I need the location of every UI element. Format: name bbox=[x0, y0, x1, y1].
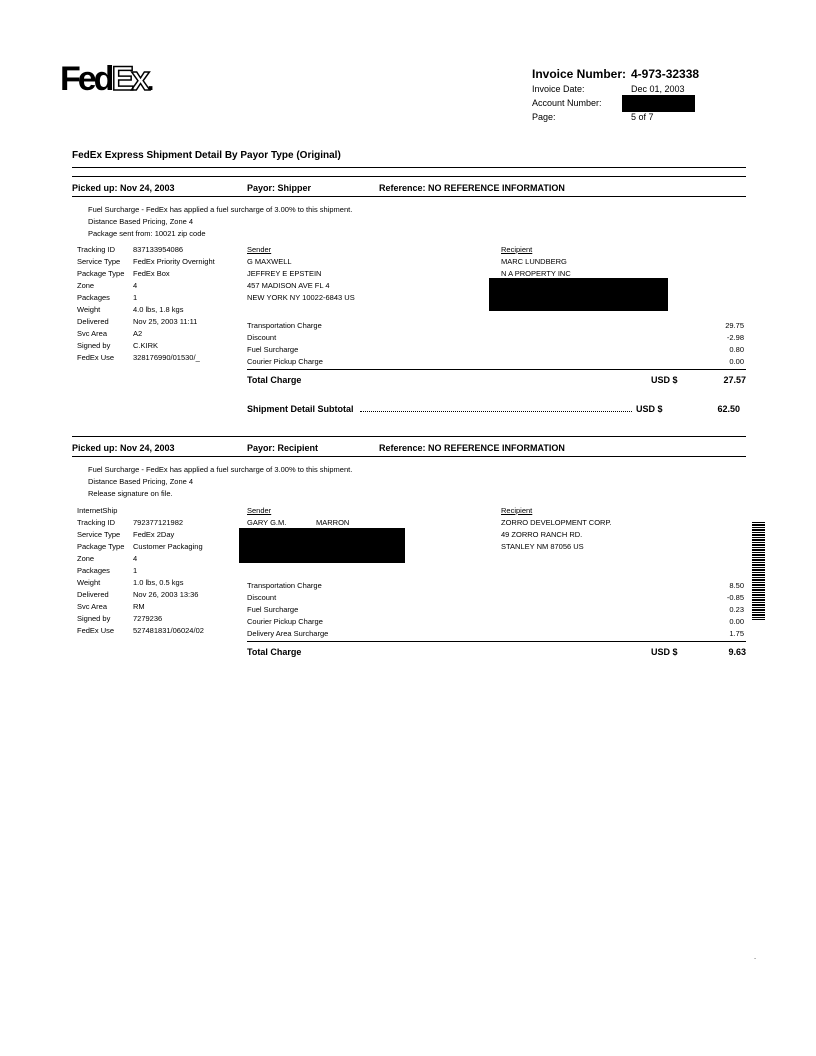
detail-label: Delivered bbox=[77, 317, 109, 326]
sender-label: Sender bbox=[247, 245, 272, 254]
detail-value: RM bbox=[133, 602, 145, 611]
detail-value: FedEx 2Day bbox=[133, 530, 175, 539]
shipment2-picked-up: Picked up: Nov 24, 2003 bbox=[72, 443, 175, 453]
detail-label: Signed by bbox=[77, 614, 111, 623]
detail-label: Tracking ID bbox=[77, 245, 116, 254]
shipment2-header-rule bbox=[72, 456, 746, 457]
detail-value: 1.0 lbs, 0.5 kgs bbox=[133, 578, 184, 587]
recipient-line: 49 ZORRO RANCH RD. bbox=[501, 530, 583, 539]
recipient-line: ZORRO DEVELOPMENT CORP. bbox=[501, 518, 612, 527]
detail-label: Signed by bbox=[77, 341, 111, 350]
tracking-id-value: 837133954086 bbox=[133, 245, 184, 254]
charge-amount: 0.80 bbox=[729, 345, 744, 354]
shipment2-note: Distance Based Pricing, Zone 4 bbox=[88, 477, 194, 486]
charge-label: Transportation Charge bbox=[247, 321, 322, 330]
detail-value: 4 bbox=[133, 554, 138, 563]
invoice-number: 4-973-32338 bbox=[631, 67, 700, 81]
shipment1-header-rule bbox=[72, 196, 746, 197]
sender-label: Sender bbox=[247, 506, 272, 515]
barcode-graphic bbox=[752, 522, 765, 620]
shipment2-note: Release signature on file. bbox=[88, 489, 173, 498]
shipment2-note: Fuel Surcharge - FedEx has applied a fuel surcharge of 3.00% to this shipment. bbox=[88, 465, 353, 474]
total-currency: USD $ bbox=[651, 375, 678, 385]
invoice-date-label: Invoice Date: bbox=[532, 84, 585, 94]
recipient-address-redaction bbox=[489, 278, 668, 311]
charge-amount: -0.85 bbox=[726, 593, 744, 602]
recipient-label: Recipient bbox=[501, 245, 533, 254]
detail-label: Packages bbox=[77, 566, 110, 575]
charge-label: Fuel Surcharge bbox=[247, 345, 299, 354]
detail-label: Svc Area bbox=[77, 329, 108, 338]
shipment2-payor: Payor: Recipient bbox=[247, 443, 319, 453]
total-charge-amount: 27.57 bbox=[723, 375, 746, 385]
shipment1-note: Package sent from: 10021 zip code bbox=[88, 229, 206, 238]
charge-amount: 0.00 bbox=[729, 617, 744, 626]
detail-value: FedEx Box bbox=[133, 269, 170, 278]
charge-label: Delivery Area Surcharge bbox=[247, 629, 329, 638]
recipient-label: Recipient bbox=[501, 506, 533, 515]
detail-label: Delivered bbox=[77, 590, 109, 599]
sender-line: 457 MADISON AVE FL 4 bbox=[247, 281, 330, 290]
sender-line: JEFFREY E EPSTEIN bbox=[247, 269, 322, 278]
shipment1-reference: Reference: NO REFERENCE INFORMATION bbox=[379, 183, 565, 193]
invoice-date: Dec 01, 2003 bbox=[631, 84, 685, 94]
detail-label: Package Type bbox=[77, 542, 125, 551]
shipment2-reference: Reference: NO REFERENCE INFORMATION bbox=[379, 443, 565, 453]
total-charge-label: Total Charge bbox=[247, 375, 302, 385]
total-charge-amount: 9.63 bbox=[728, 647, 746, 657]
detail-value: A2 bbox=[133, 329, 143, 338]
shipment1-note: Distance Based Pricing, Zone 4 bbox=[88, 217, 194, 226]
charge-amount: 0.23 bbox=[729, 605, 744, 614]
detail-value: 7279236 bbox=[133, 614, 163, 623]
sender-line: NEW YORK NY 10022-6843 US bbox=[247, 293, 355, 302]
detail-value: 1 bbox=[133, 566, 138, 575]
detail-label: Tracking ID bbox=[77, 518, 116, 527]
detail-label: Service Type bbox=[77, 530, 121, 539]
detail-label: Packages bbox=[77, 293, 110, 302]
detail-value: FedEx Priority Overnight bbox=[133, 257, 215, 266]
subtotal-amount: 62.50 bbox=[717, 404, 740, 414]
detail-label: Weight bbox=[77, 578, 101, 587]
tracking-id-value: 792377121982 bbox=[133, 518, 184, 527]
sender-line: G MAXWELL bbox=[247, 257, 292, 266]
charge-label: Discount bbox=[247, 333, 277, 342]
sender-first-name: GARY G.M. bbox=[247, 518, 287, 527]
detail-value: Nov 25, 2003 11:11 bbox=[133, 317, 198, 326]
subtotal-label: Shipment Detail Subtotal bbox=[247, 404, 354, 414]
shipment1-note: Fuel Surcharge - FedEx has applied a fuel surcharge of 3.00% to this shipment. bbox=[88, 205, 353, 214]
detail-value: 1 bbox=[133, 293, 138, 302]
footer-mark: . bbox=[754, 952, 757, 961]
charge-amount: 0.00 bbox=[729, 357, 744, 366]
shipment1-picked-up: Picked up: Nov 24, 2003 bbox=[72, 183, 175, 193]
detail-label: Service Type bbox=[77, 257, 121, 266]
shipment1-top-rule bbox=[72, 176, 746, 177]
charge-label: Transportation Charge bbox=[247, 581, 322, 590]
detail-value: Nov 26, 2003 13:36 bbox=[133, 590, 199, 599]
charge-label: Courier Pickup Charge bbox=[247, 357, 323, 366]
detail-label: Package Type bbox=[77, 269, 125, 278]
detail-value: Customer Packaging bbox=[133, 542, 203, 551]
detail-value: 527481831/06024/02 bbox=[133, 626, 204, 635]
detail-value: 4.0 lbs, 1.8 kgs bbox=[133, 305, 184, 314]
charge-amount: -2.98 bbox=[726, 333, 744, 342]
detail-label: Zone bbox=[77, 281, 95, 290]
sender-last-name: MARRON bbox=[316, 518, 350, 527]
account-number-label: Account Number: bbox=[532, 98, 602, 108]
total-rule bbox=[247, 369, 746, 370]
document-title: FedEx Express Shipment Detail By Payor Type (Original) bbox=[72, 150, 341, 161]
logo-ex: Ex bbox=[111, 60, 148, 98]
detail-label: Svc Area bbox=[77, 602, 108, 611]
charge-amount: 29.75 bbox=[725, 321, 744, 330]
page-label: Page: bbox=[532, 112, 556, 122]
title-divider bbox=[72, 167, 746, 168]
shipment2-top-rule bbox=[72, 436, 746, 437]
logo-fed: Fed bbox=[60, 60, 112, 98]
detail-label: FedEx Use bbox=[77, 626, 115, 635]
charge-label: Discount bbox=[247, 593, 277, 602]
detail-value: 328176990/01530/_ bbox=[133, 353, 200, 362]
account-number-redaction bbox=[622, 95, 695, 112]
detail-label: FedEx Use bbox=[77, 353, 115, 362]
detail-label: Weight bbox=[77, 305, 101, 314]
internet-ship-label: InternetShip bbox=[77, 506, 118, 515]
recipient-line: STANLEY NM 87056 US bbox=[501, 542, 584, 551]
charge-label: Courier Pickup Charge bbox=[247, 617, 323, 626]
subtotal-currency: USD $ bbox=[636, 404, 663, 414]
total-rule bbox=[247, 641, 746, 642]
detail-value: 4 bbox=[133, 281, 138, 290]
recipient-line: N A PROPERTY INC bbox=[501, 269, 571, 278]
fedex-logo bbox=[60, 60, 151, 100]
subtotal-leader-dots bbox=[360, 411, 632, 412]
invoice-number-label: Invoice Number: bbox=[532, 67, 627, 81]
detail-label: Zone bbox=[77, 554, 95, 563]
charge-amount: 1.75 bbox=[729, 629, 744, 638]
total-currency: USD $ bbox=[651, 647, 678, 657]
page-number: 5 of 7 bbox=[631, 112, 654, 122]
charge-label: Fuel Surcharge bbox=[247, 605, 299, 614]
shipment1-payor: Payor: Shipper bbox=[247, 183, 312, 193]
detail-value: C.KIRK bbox=[133, 341, 159, 350]
sender-address-redaction bbox=[239, 528, 405, 563]
total-charge-label: Total Charge bbox=[247, 647, 302, 657]
charge-amount: 8.50 bbox=[729, 581, 744, 590]
recipient-line: MARC LUNDBERG bbox=[501, 257, 567, 266]
logo-dot: . bbox=[147, 66, 152, 96]
